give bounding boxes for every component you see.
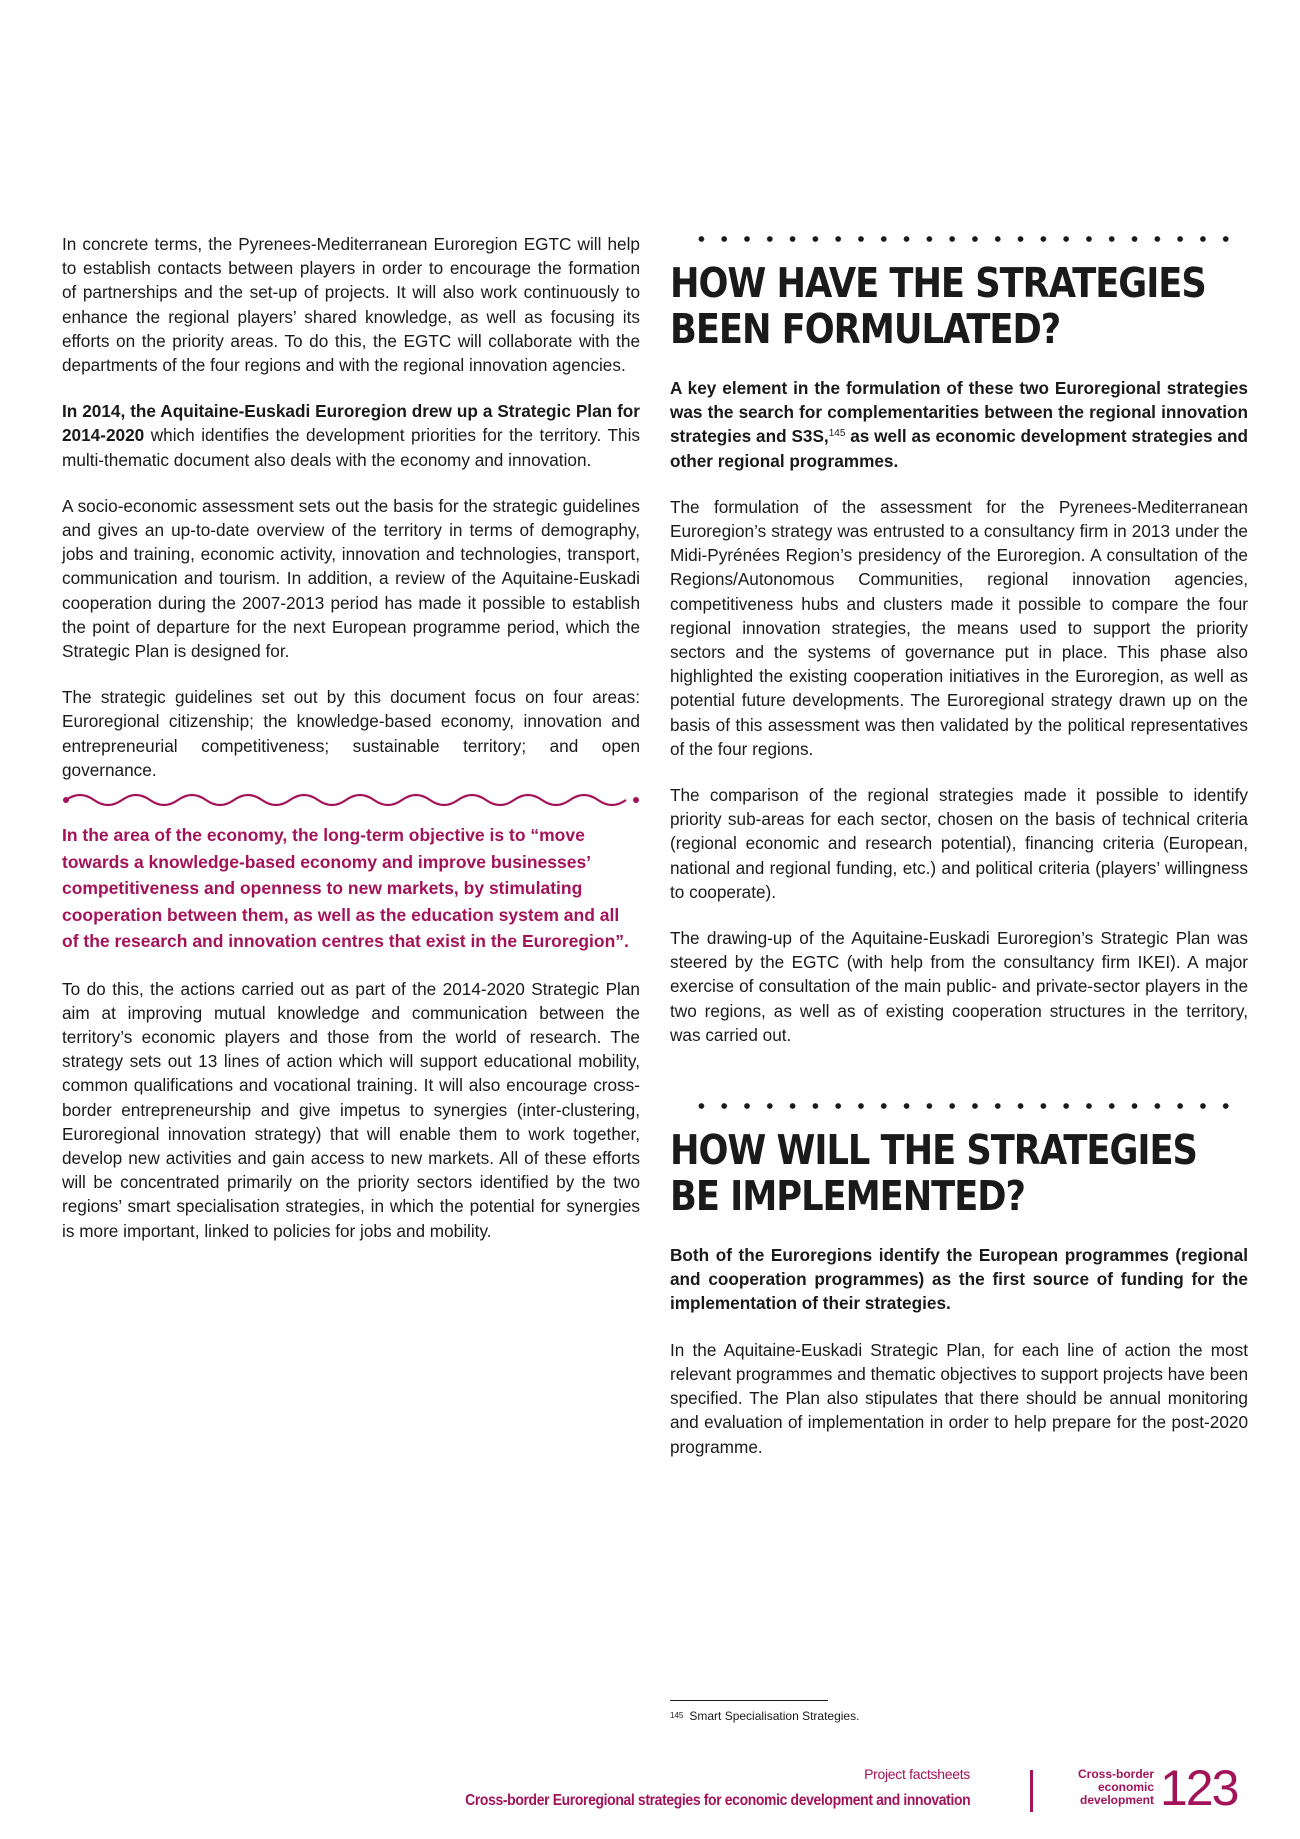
lead-text: A key element in the formulation of these two Euroregional strategies was the search for complementarities between the regional innovation strategies and S3S, — [670, 378, 1248, 447]
paragraph: The comparison of the regional strategies made it possible to identify priority sub-areas for each sector, chosen on the basis of technical criteria (regional economic and research potential), financing criteria (European, national and regional funding, etc.) and political criteria (players’ willingness to cooperate). — [670, 785, 1248, 902]
bold-lead: In 2014, the Aquitaine-Euskadi Euroregion drew up a Strategic Plan for 2014-2020 — [62, 401, 640, 446]
lead-paragraph: Both of the Euroregions identify the European programmes (regional and cooperation programmes) as the first source of funding for the implementation of their strategies. — [670, 1245, 1248, 1314]
page-footer — [0, 1760, 1300, 1826]
footer-subtitle: Project factsheets — [864, 1766, 970, 1782]
footnote-number: 145 — [670, 1711, 684, 1720]
dotted-divider — [690, 232, 1238, 246]
footnote — [670, 1700, 1170, 1724]
footnote-ref[interactable]: 145 — [828, 428, 846, 440]
paragraph: The strategic guidelines set out by this document focus on four areas: Euroregional citizenship; the knowledge-based economy, innovation and entrepreneurial competitiveness; sustainable territory; and open governance. — [62, 687, 640, 780]
footer-section-label: Cross-border economic development — [1077, 1767, 1154, 1807]
paragraph: The formulation of the assessment for the Pyrenees-Mediterranean Euroregion’s strategy was entrusted to a consultancy firm in 2013 under the Midi-Pyrénées Region’s presidency of the Euroregion. A consultation of the Regions/Autonomous Communities, regional innovation agencies, competitiveness hubs and clusters made it possible to compare the four regional innovation strategies, the means used to support the priority sectors and the systems of governance put in place. This phase also highlighted the existing cooperation initiatives in the Euroregion, as well as potential future developments. The Euroregional strategy drawn up on the basis of this assessment was then validated by the political representatives of the four regions. — [670, 496, 1248, 759]
paragraph: In concrete terms, the Pyrenees-Mediterranean Euroregion EGTC will help to establish contacts between players in order to encourage the formation of partnerships and the set-up of projects. It will also work continuously to enhance the regional players’ shared knowledge, as well as focusing its efforts on the priority areas. To do this, the EGTC will collaborate with the departments of the four regions and with the regional innovation agencies. — [62, 234, 640, 376]
paragraph: In the Aquitaine-Euskadi Strategic Plan, for each line of action the most relevant programmes and thematic objectives to support projects have been specified. The Plan also stipulates that there should be annual monitoring and evaluation of implementation in order to help prepare for the post-2020 programme. — [670, 1339, 1249, 1457]
footnote-body: Smart Specialisation Strategies. — [689, 1709, 860, 1723]
lead-text: as well as economic development strategies and other regional programmes. — [670, 426, 1248, 471]
section-heading: HOW WILL THE STRATEGIES BE IMPLEMENTED? — [670, 1126, 1197, 1221]
page-number: 123 — [1160, 1760, 1238, 1816]
footer-divider — [1030, 1770, 1033, 1812]
right-column — [670, 232, 1248, 1481]
footer-title: Cross-border Euroregional strategies for economic development and innovation — [464, 1792, 970, 1809]
wave-divider — [62, 790, 642, 810]
footnote-text — [670, 1709, 1170, 1724]
lead-paragraph — [670, 376, 1248, 473]
left-column — [62, 232, 640, 1265]
paragraph: A socio-economic assessment sets out the basis for the strategic guidelines and gives an up-to-date overview of the territory in terms of demography, jobs and training, economic activity, innovation and technologies, transport, communication and tourism. In addition, a review of the Aquitaine-Euskadi cooperation during the 2007-2013 period has made it possible to establish the point of departure for the next European programme period, which the Strategic Plan is designed for. — [62, 495, 640, 662]
section-heading: HOW HAVE THE STRATEGIES BEEN FORMULATED? — [670, 259, 1206, 353]
paragraph-text: which identifies the development priorities for the territory. This multi-thematic document also deals with the economy and innovation. — [62, 425, 640, 470]
paragraph: The drawing-up of the Aquitaine-Euskadi Euroregion’s Strategic Plan was steered by the EGTC (with help from the consultancy firm IKEI). A major exercise of consultation of the main public- and private-sector players in the two regions, as well as of existing cooperation structures in the territory, was carried out. — [670, 928, 1248, 1045]
dotted-divider — [690, 1099, 1238, 1113]
paragraph — [62, 399, 640, 472]
highlight-quote: In the area of the economy, the long-term objective is to “move towards a knowledge-based economy and improve businesses’ competitiveness and openness to new markets, by stimulating cooperation between them, as well as the education system and all of the research and innovation centres that exist in the Euroregion”. — [62, 825, 629, 952]
footnote-rule — [670, 1700, 828, 1701]
paragraph: To do this, the actions carried out as part of the 2014-2020 Strategic Plan aim at improving mutual knowledge and communication between the territory’s economic players and those from the world of research. The strategy sets out 13 lines of action which will support educational mobility, common qualifications and vocational training. It will also encourage cross-border entrepreneurship and give impetus to synergies (inter-clustering, Euroregional innovation strategy) that will enable them to work together, develop new activities and gain access to new markets. All of these efforts will be concentrated primarily on the priority sectors identified by the two regions’ smart specialisation strategies, in which the potential for synergies is more important, linked to policies for jobs and mobility. — [62, 978, 640, 1241]
